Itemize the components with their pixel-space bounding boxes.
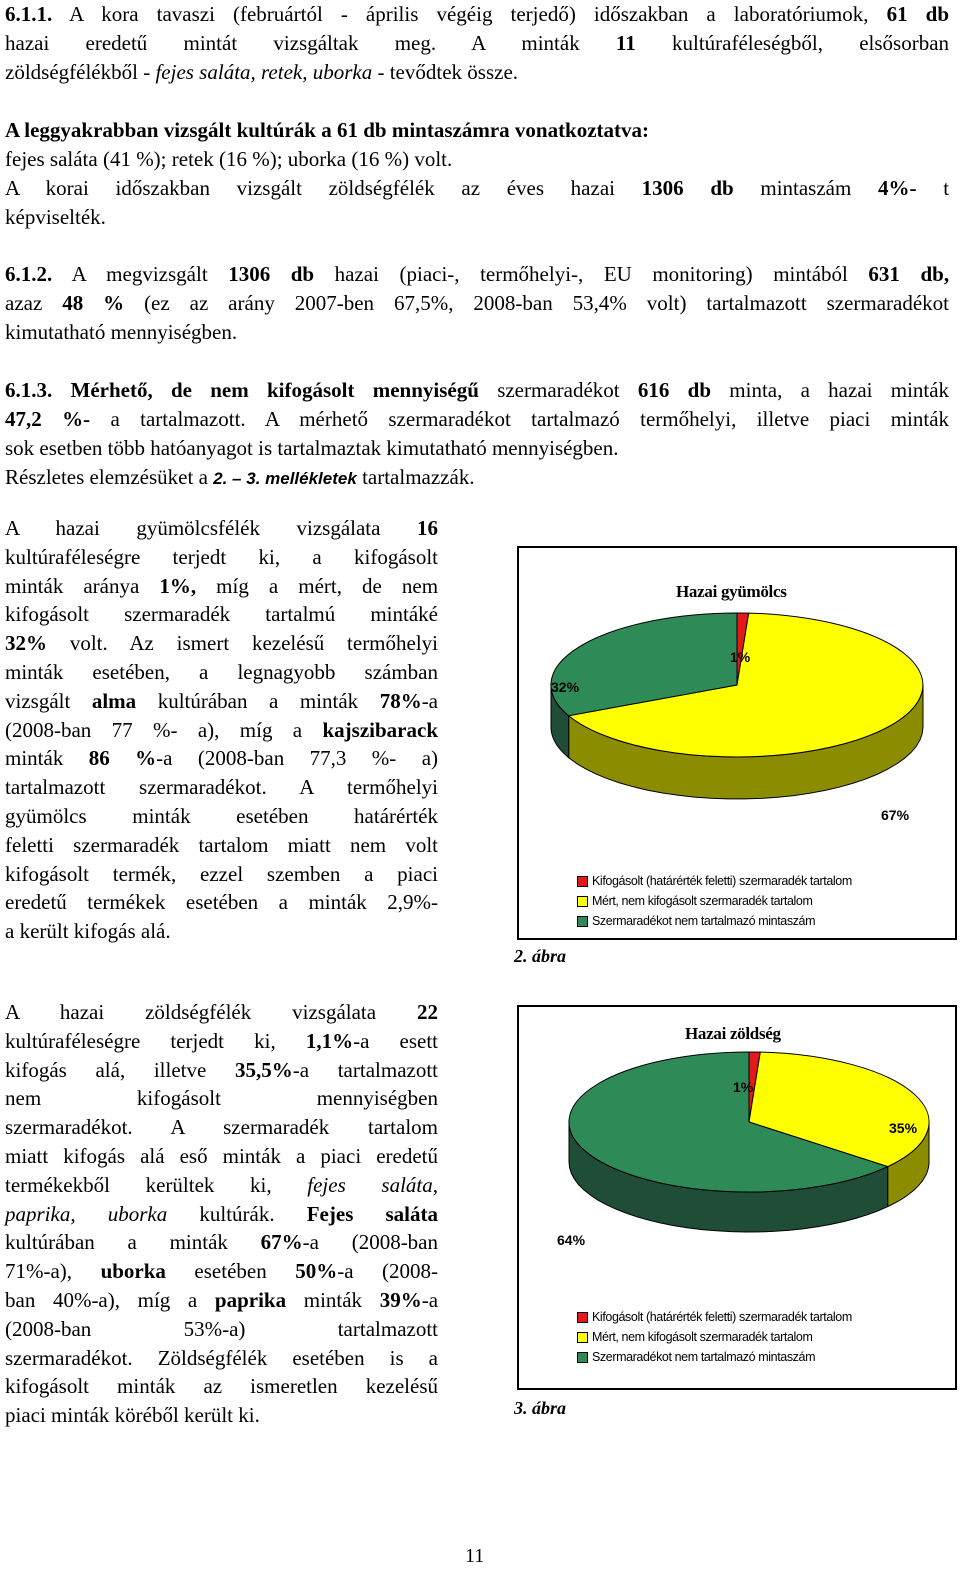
fruit-chart [517, 546, 957, 940]
s612-line-3: kimutatható mennyiségben. [5, 320, 238, 344]
s611-line-2: hazai eredetű mintát vizsgáltak meg. A minták 11 kultúraféleségből, elsősorban [5, 31, 950, 55]
s612-line-1: 6.1.2. A megvizsgált 1306 db hazai (piaci-, termőhelyi-, EU monitoring) mintából 631 db, [5, 262, 950, 286]
fruit-legend-item-3: Szermaradékot nem tartalmazó mintaszám [577, 911, 852, 931]
legend-swatch-red [577, 1312, 588, 1323]
fruit-label-kifogasolt: 1% [730, 649, 751, 665]
legend-swatch-yellow [577, 896, 588, 907]
bold-heading: A leggyakrabban vizsgált kultúrák a 61 db mintaszámra vonatkoztatva: [5, 118, 650, 142]
s611-line-1: 6.1.1. A kora tavaszi (februártól - április végéig terjedő) időszakban a laboratóriumok, 61 db [5, 2, 950, 26]
legend-swatch-yellow [577, 1332, 588, 1343]
veg-label-mert: 35% [889, 1120, 918, 1136]
s613-line-2: 47,2 %- a tartalmazott. A mérhető szermaradékot tartalmazó termőhelyi, illetve piaci minták [5, 407, 950, 431]
legend-swatch-green [577, 1352, 588, 1363]
veg-legend-item-3: Szermaradékot nem tartalmazó mintaszám [577, 1347, 852, 1367]
veg-legend-item-1: Kifogásolt (határérték feletti) szermaradék tartalom [577, 1307, 852, 1327]
veg-chart [517, 1005, 957, 1390]
veg-chart-caption: 3. ábra [514, 1398, 567, 1418]
fruit-legend [577, 871, 852, 931]
legend-swatch-red [577, 876, 588, 887]
fruit-label-nem-tartalmazo: 32% [551, 679, 580, 695]
s613-line-3: sok esetben több hatóanyagot is tartalmaztak kimutatható mennyiségben. [5, 436, 619, 460]
veg-label-nem-tartalmazo: 64% [557, 1232, 586, 1248]
fruit-paragraph: A hazai gyümölcsfélék vizsgálata 16 kultúraféleségre terjedt ki, a kifogásolt minták aránya 1%, míg a mért, de nem kifogásolt szermaradék tartalmú mintáké 32% volt. Az ismert kezelésű termőhelyi minták esetében, a legnagyobb számban vizsgált alma kultúrában a minták 78%-a (2008-ban 77 %- a), míg a kajszibarack minták 86 %-a (2008-ban 77,3 %- a) tartalmazott szermaradékot. A termőhelyi gyümölcs minták esetében határérték feletti szermaradék tartalom miatt nem volt kifogásolt termék, ezzel szemben a piaci eredetű termékek esetében a minták 2,9%- a került kifogás alá. [5, 516, 439, 944]
fruit-chart-caption: 2. ábra [514, 946, 567, 966]
fruit-label-mert: 67% [881, 807, 910, 823]
s613-line-1: 6.1.3. Mérhető, de nem kifogásolt mennyiségű szermaradékot 616 db minta, a hazai minták [5, 378, 950, 402]
veg-paragraph: A hazai zöldségfélék vizsgálata 22 kultúraféleségre terjedt ki, 1,1%-a esett kifogás alá, illetve 35,5%-a tartalmazott nem kifogásolt mennyiségben szermaradékot. A szermaradék tartalom miatt kifogás alá eső minták a piaci eredetű termékekből kerültek ki, fejes saláta, paprika, uborka kultúrák. Fejes saláta kultúrában a minták 67%-a (2008-ban 71%-a), uborka esetében 50%-a (2008- ban 40%-a), míg a paprika minták 39%-a (2008-ban 53%-a) tartalmazott szermaradékot. Zöldségfélék esetében is a kifogásolt minták az ismeretlen kezelésű piaci minták köréből került ki. [5, 1000, 439, 1428]
fruit-chart-title: Hazai gyümölcs [676, 582, 787, 601]
fruit-pie [519, 548, 955, 848]
s611-line-3: zöldségfélékből - fejes saláta, retek, uborka - tevődtek össze. [5, 60, 519, 84]
veg-legend-item-2: Mért, nem kifogásolt szermaradék tartalom [577, 1327, 852, 1347]
fruit-legend-item-1: Kifogásolt (határérték feletti) szermaradék tartalom [577, 871, 852, 891]
veg-legend [577, 1307, 852, 1367]
fruit-legend-item-2: Mért, nem kifogásolt szermaradék tartalom [577, 891, 852, 911]
crops-line: fejes saláta (41 %); retek (16 %); uborka (16 %) volt. [5, 147, 453, 171]
legend-swatch-green [577, 916, 588, 927]
early-line-1: A korai időszakban vizsgált zöldségfélék az éves hazai 1306 db mintaszám 4%- t [5, 176, 950, 200]
s613-line-4: Részletes elemzésüket a 2. – 3. mellékletek tartalmazzák. [5, 465, 475, 489]
page-number: 11 [465, 1545, 485, 1567]
veg-chart-title: Hazai zöldség [685, 1024, 781, 1043]
veg-label-kifogasolt: 1% [733, 1079, 754, 1095]
early-line-2: képviselték. [5, 205, 106, 229]
s612-line-2: azaz 48 % (ez az arány 2007-ben 67,5%, 2008-ban 53,4% volt) tartalmazott szermaradékot [5, 291, 949, 315]
